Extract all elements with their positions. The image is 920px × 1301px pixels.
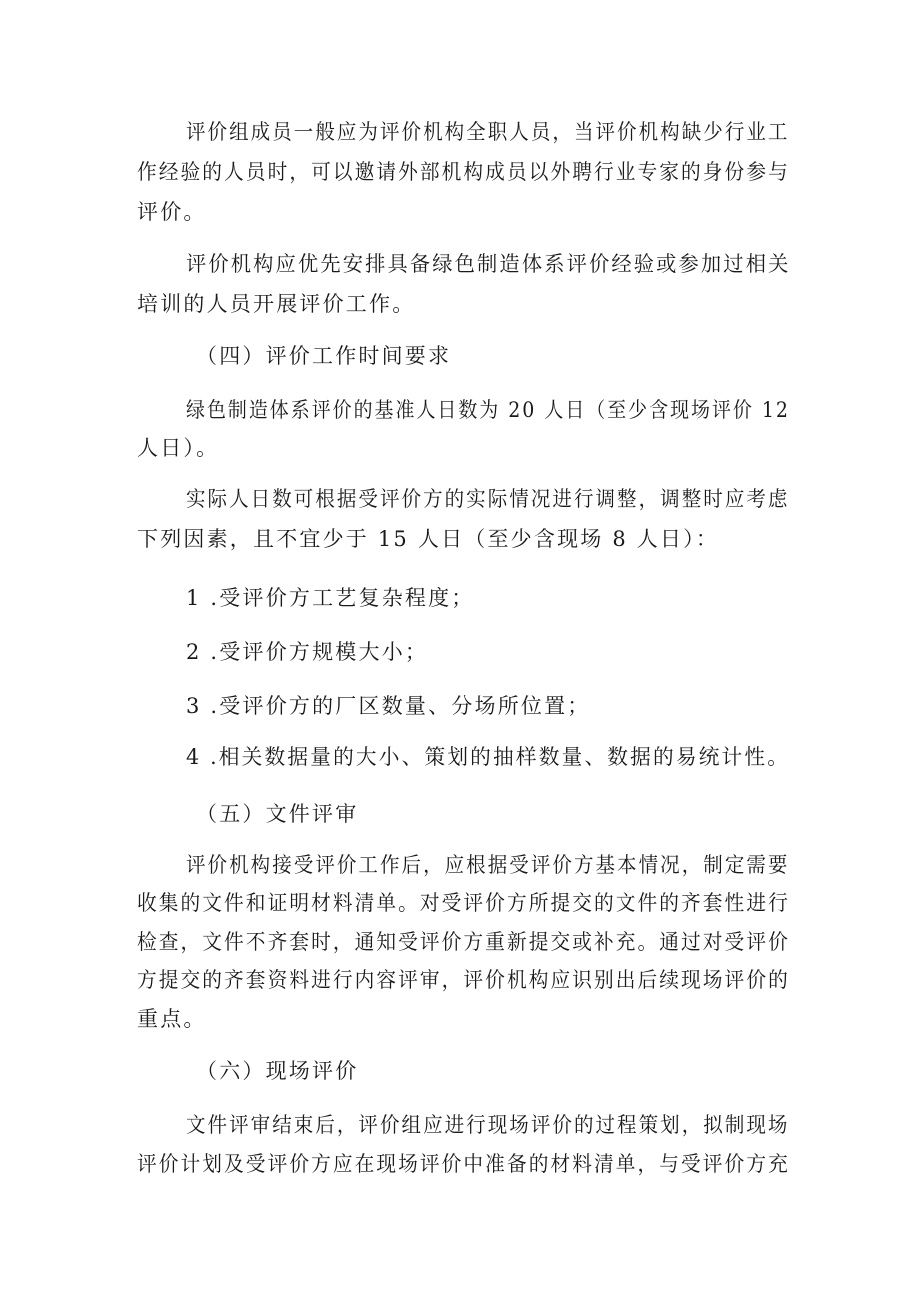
text-line: 重点。 [137,1007,207,1031]
list-item: 4 .相关数据量的大小、策划的抽样数量、数据的易统计性。 [186,745,791,769]
text-line: 评价。 [137,200,207,224]
text-line: 方提交的齐套资料进行内容评审，评价机构应识别出后续现场评价的 [137,968,790,992]
text-line: 评价机构接受评价工作后，应根据受评价方基本情况，制定需要 [186,853,790,877]
list-item: 3 .受评价方的厂区数量、分场所位置； [186,694,591,718]
text-line: 绿色制造体系评价的基准人日数为 20 人日（至少含现场评价 12 [186,398,790,422]
text-line: 培训的人员开展评价工作。 [137,292,416,316]
text-line: 检查，文件不齐套时，通知受评价方重新提交或补充。通过对受评价 [137,930,790,954]
section-heading-document-review: （五）文件评审 [196,802,359,826]
list-item: 2 .受评价方规模大小； [186,640,429,664]
text-line: 作经验的人员时，可以邀请外部机构成员以外聘行业专家的身份参与 [137,160,790,184]
text-line: 人日）。 [137,436,220,460]
list-item: 1 .受评价方工艺复杂程度； [186,586,475,610]
text-line: 评价机构应优先安排具备绿色制造体系评价经验或参加过相关 [186,252,791,276]
section-heading-onsite-evaluation: （六）现场评价 [196,1059,359,1083]
text-line: 评价组成员一般应为评价机构全职人员，当评价机构缺少行业工 [186,120,790,144]
text-line: 文件评审结束后，评价组应进行现场评价的过程策划，拟制现场 [186,1113,790,1137]
text-line: 评价计划及受评价方应在现场评价中准备的材料清单，与受评价方充 [137,1152,790,1176]
text-line: 实际人日数可根据受评价方的实际情况进行调整，调整时应考虑 [186,487,790,511]
text-line: 下列因素，且不宜少于 15 人日（至少含现场 8 人日）： [137,527,720,551]
section-heading-work-time: （四）评价工作时间要求 [196,344,452,368]
text-line: 收集的文件和证明材料清单。对受评价方所提交的文件的齐套性进行 [137,891,790,915]
